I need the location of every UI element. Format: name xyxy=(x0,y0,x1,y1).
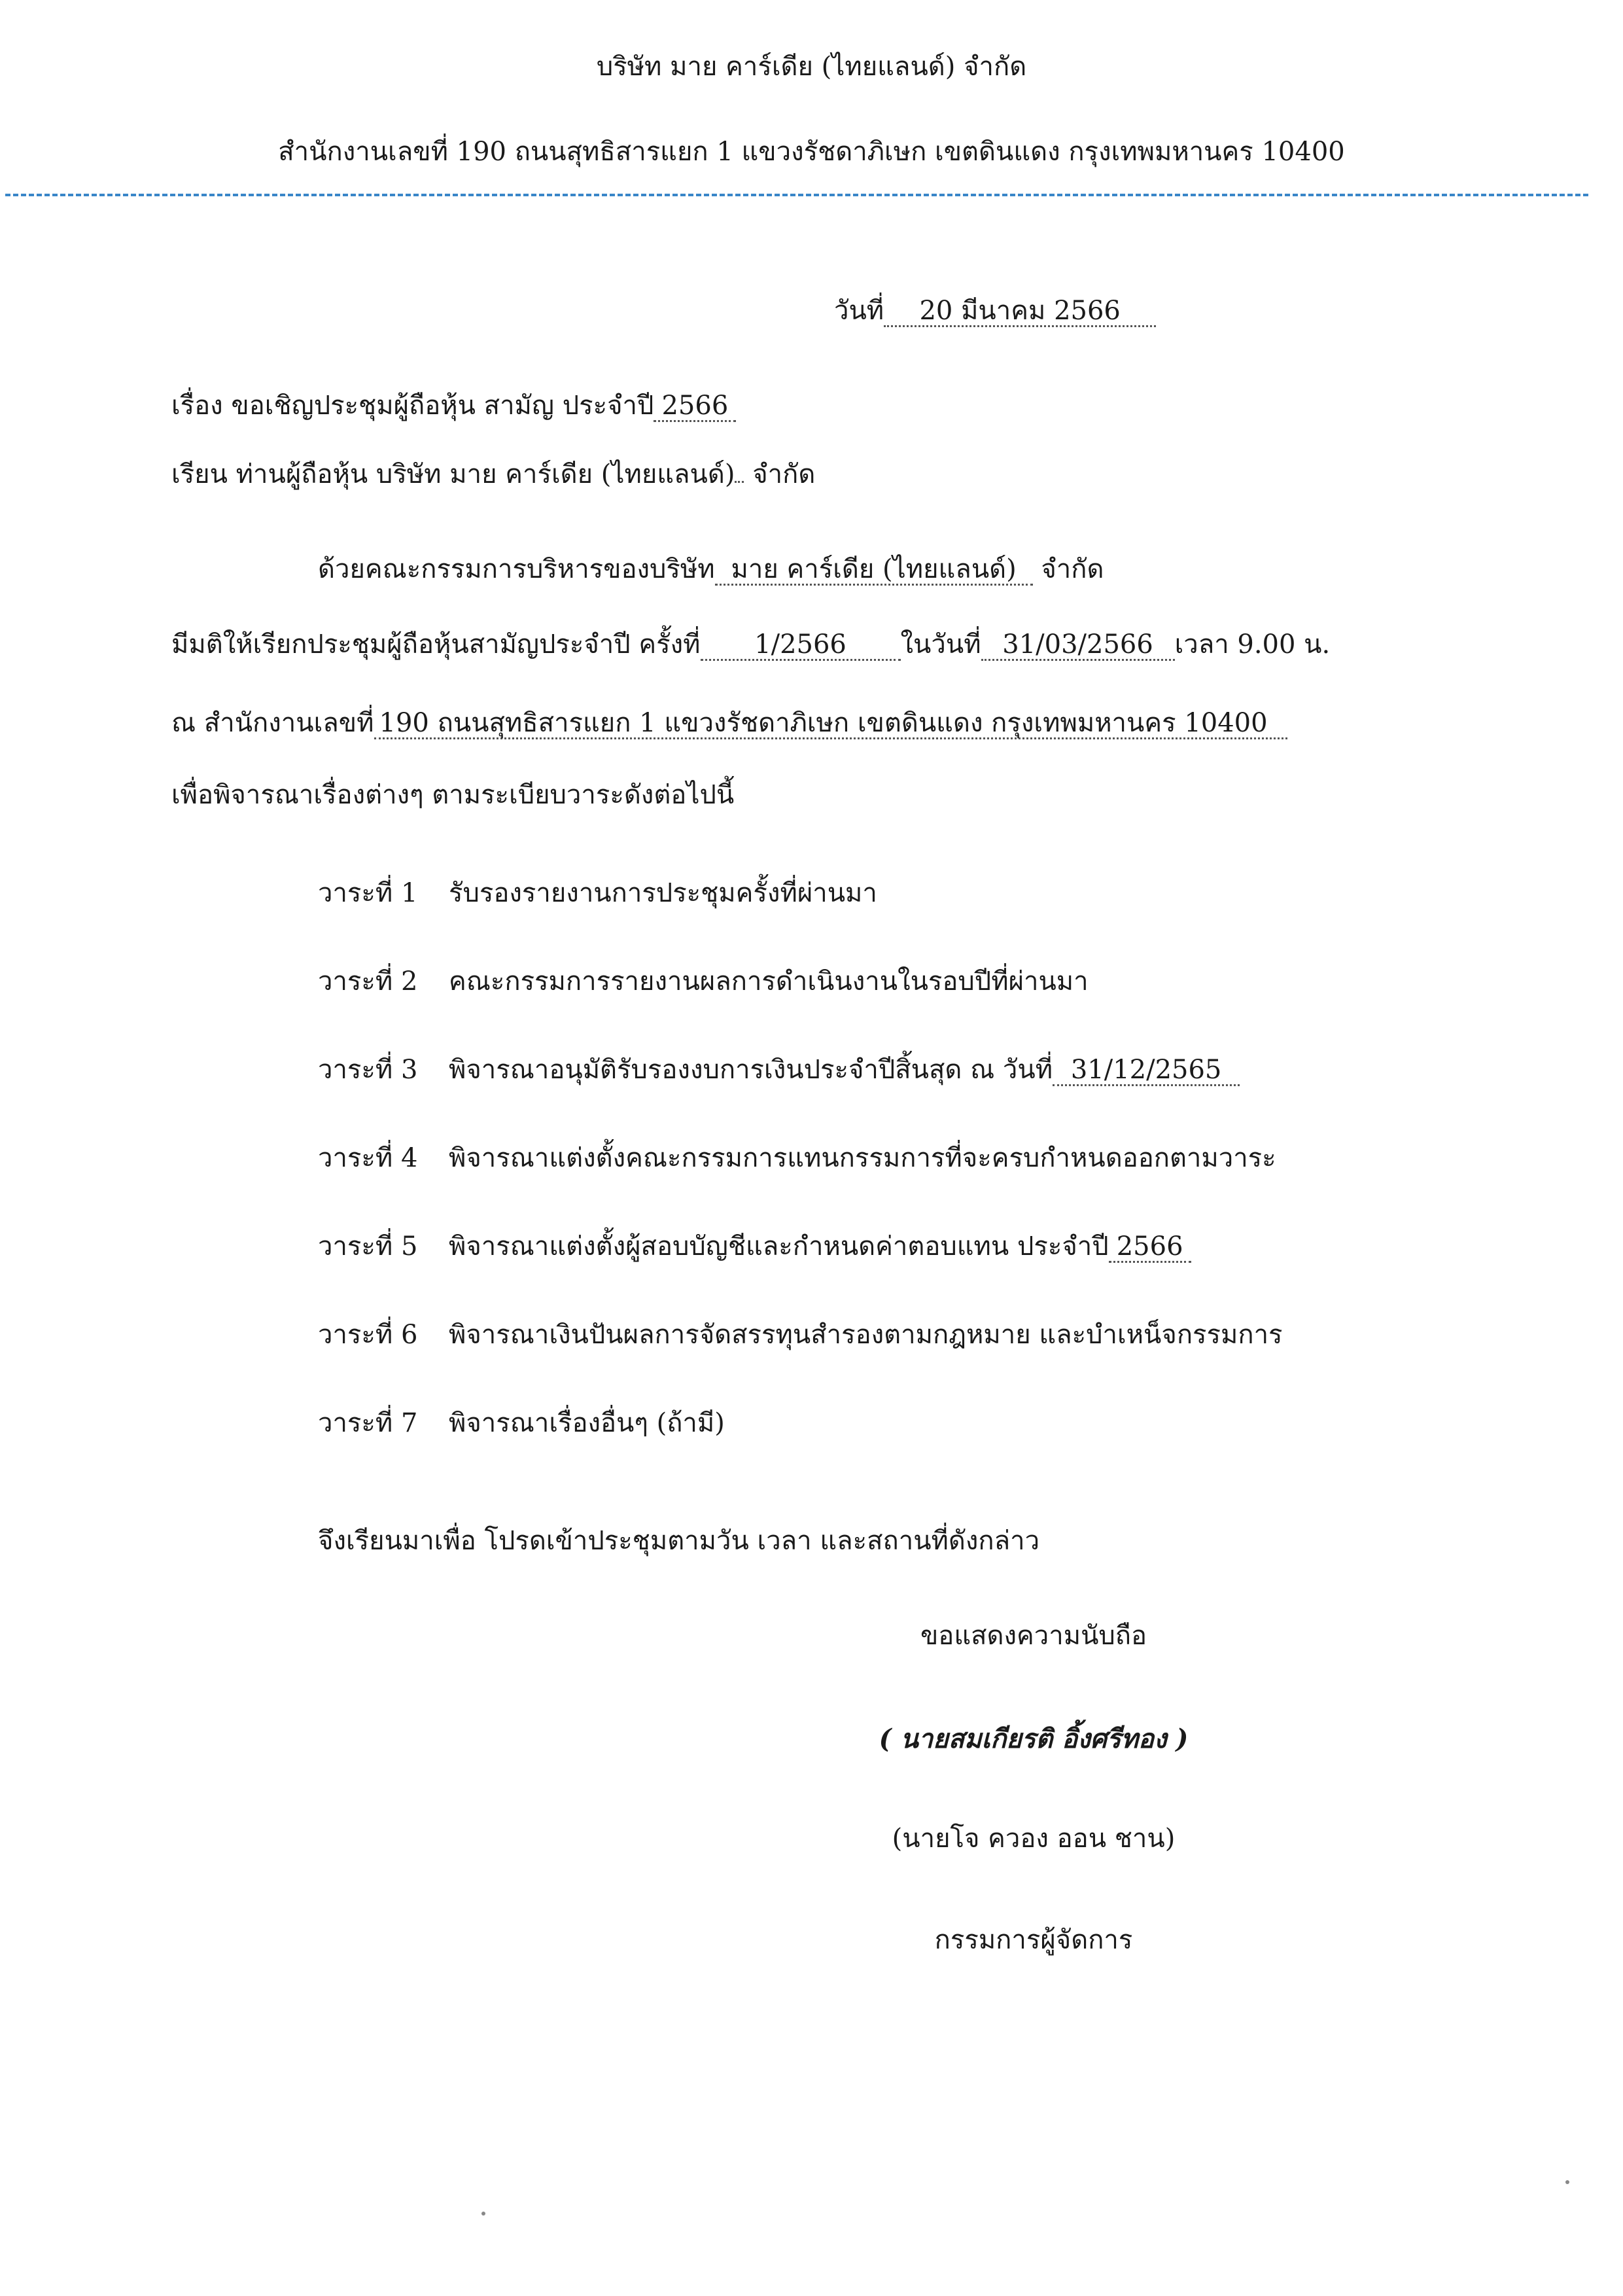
meeting-date-label: ในวันที่ xyxy=(900,629,981,660)
meeting-intro: มีมติให้เรียกประชุมผู้ถือหุ้นสามัญประจำปี ครั้งที่ xyxy=(171,629,701,660)
agenda-number: วาระที่ 1 xyxy=(318,878,418,908)
agenda-text: พิจารณาแต่งตั้งคณะกรรมการแทนกรรมการที่จะครบกำหนดออกตามวาระ xyxy=(449,1143,1276,1173)
agenda-item xyxy=(318,1145,1276,1171)
meeting-place-label: ณ สำนักงานเลขที่ xyxy=(171,708,374,738)
agenda-text: พิจารณาแต่งตั้งผู้สอบบัญชีและกำหนดค่าตอบแทน ประจำปี xyxy=(449,1231,1109,1262)
agenda-item xyxy=(318,1233,1191,1263)
agenda-item xyxy=(318,880,877,906)
agenda-fill-date: 31/12/2565 xyxy=(1053,1057,1240,1086)
body-company: มาย คาร์เดีย (ไทยแลนด์) xyxy=(715,556,1033,586)
scan-speck xyxy=(481,2212,485,2216)
header-divider xyxy=(5,194,1588,196)
meeting-number: 1/2566 xyxy=(701,631,901,661)
body-company-suffix: จำกัด xyxy=(1041,554,1104,584)
agenda-number: วาระที่ 4 xyxy=(318,1143,418,1173)
co-signer-name: (นายโจ ควอง ออน ชาน) xyxy=(892,1824,1176,1854)
agenda-text: คณะกรรมการรายงานผลการดำเนินงานในรอบปีที่ผ่านมา xyxy=(449,966,1089,997)
regards-text: ขอแสดงความนับถือ xyxy=(920,1621,1147,1651)
agenda-number: วาระที่ 5 xyxy=(318,1231,418,1262)
subject-year: 2566 xyxy=(654,393,736,422)
company-address: สำนักงานเลขที่ 190 ถนนสุทธิสารแยก 1 แขวงรัชดาภิเษก เขตดินแดง กรุงเทพมหานคร 10400 xyxy=(278,137,1345,167)
recipient-line xyxy=(171,461,815,487)
meeting-date: 31/03/2566 xyxy=(981,631,1175,661)
agenda-item xyxy=(318,1322,1283,1348)
agenda-intro: เพื่อพิจารณาเรื่องต่างๆ ตามระเบียบวาระดังต่อไปนี้ xyxy=(171,780,735,810)
agenda-number: วาระที่ 6 xyxy=(318,1320,418,1350)
recipient-label: เรียน ท่านผู้ถือหุ้น บริษัท มาย คาร์เดีย (ไทยแลนด์) xyxy=(171,459,735,489)
closing-text: จึงเรียนมาเพื่อ โปรดเข้าประชุมตามวัน เวลา และสถานที่ดังกล่าว xyxy=(318,1526,1040,1556)
date-value: 20 มีนาคม 2566 xyxy=(884,298,1156,327)
recipient-suffix: จำกัด xyxy=(752,459,816,489)
agenda-item xyxy=(318,1057,1240,1086)
subject-line xyxy=(171,393,736,422)
agenda-number: วาระที่ 7 xyxy=(318,1408,418,1438)
meeting-place: 190 ถนนสุทธิสารแยก 1 แขวงรัชดาภิเษก เขตดินแดง กรุงเทพมหานคร 10400 xyxy=(374,710,1287,739)
agenda-item xyxy=(318,1410,725,1436)
date-line xyxy=(834,298,1156,327)
agenda-number: วาระที่ 3 xyxy=(318,1055,418,1085)
scan-speck xyxy=(1565,2180,1569,2184)
body-intro: ด้วยคณะกรรมการบริหารของบริษัท xyxy=(318,554,715,584)
agenda-text: รับรองรายงานการประชุมครั้งที่ผ่านมา xyxy=(449,878,877,908)
agenda-fill-year: 2566 xyxy=(1109,1233,1191,1263)
recipient-fill xyxy=(735,481,744,483)
body-line-3 xyxy=(171,710,1287,739)
agenda-text: พิจารณาอนุมัติรับรองงบการเงินประจำปีสิ้นสุด ณ วันที่ xyxy=(449,1055,1053,1085)
subject-label: เรื่อง ขอเชิญประชุมผู้ถือหุ้น สามัญ ประจำปี xyxy=(171,391,654,421)
meeting-time: เวลา 9.00 น. xyxy=(1174,629,1331,660)
date-label: วันที่ xyxy=(834,296,884,326)
signer-name: ( นายสมเกียรติ อิ้งศรีทอง ) xyxy=(879,1723,1189,1754)
company-name: บริษัท มาย คาร์เดีย (ไทยแลนด์) จำกัด xyxy=(596,52,1027,82)
body-line-2 xyxy=(171,631,1330,661)
agenda-text: พิจารณาเรื่องอื่นๆ (ถ้ามี) xyxy=(449,1408,725,1438)
agenda-text: พิจารณาเงินปันผลการจัดสรรทุนสำรองตามกฎหมาย และบำเหน็จกรรมการ xyxy=(449,1320,1283,1350)
body-line-1 xyxy=(318,556,1104,586)
agenda-number: วาระที่ 2 xyxy=(318,966,418,997)
agenda-item xyxy=(318,968,1089,995)
signer-position: กรรมการผู้จัดการ xyxy=(934,1925,1133,1955)
